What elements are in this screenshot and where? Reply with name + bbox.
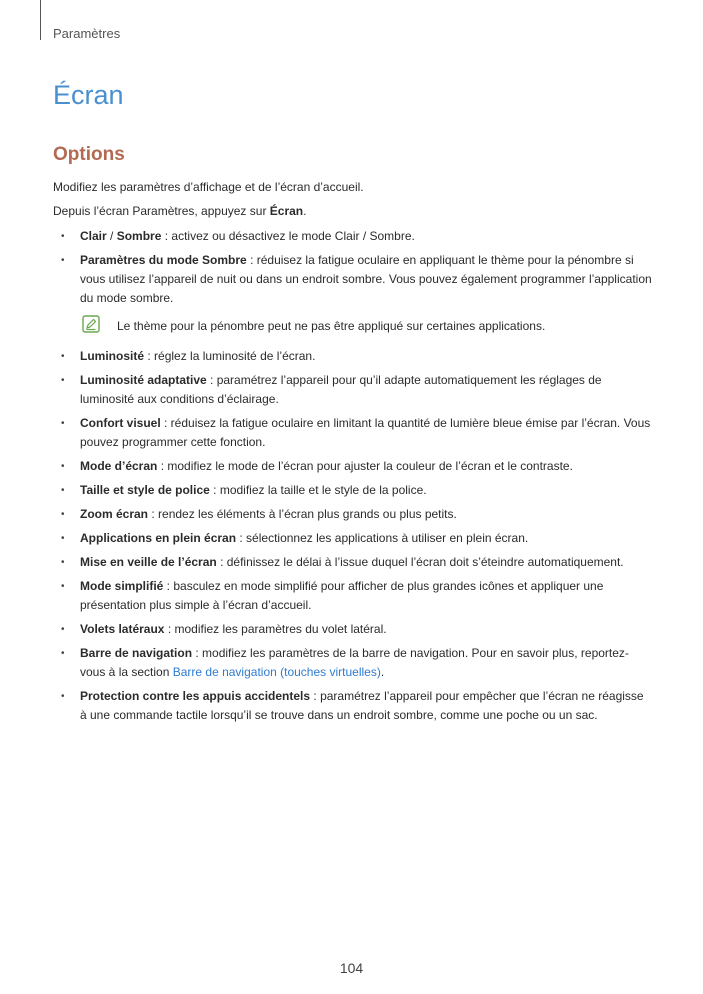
item-text: : modifiez les paramètres du volet latéral.	[164, 622, 387, 636]
options-list-continued	[53, 347, 653, 730]
item-sep: /	[106, 229, 117, 243]
note-block	[53, 313, 653, 343]
note	[53, 317, 653, 335]
page-number: 104	[339, 960, 364, 976]
item-bold: Applications en plein écran	[80, 531, 237, 545]
list-item	[53, 529, 653, 548]
intro-line-1: Modifiez les paramètres d’affichage et de l’écran d’accueil.	[53, 180, 364, 194]
item-text: : paramétrez l’appareil pour qu’il adapte automatiquement les réglages de luminosité aux conditions d’éclairage.	[80, 373, 602, 406]
item-text: : réglez la luminosité de l’écran.	[144, 349, 316, 363]
item-text: : réduisez la fatigue oculaire en limitant la quantité de lumière bleue émise par l’écran. Vous pouvez programmer cette fonction.	[80, 416, 651, 449]
note-pencil-icon	[82, 315, 100, 333]
item-text: : basculez en mode simplifié pour afficher de plus grandes icônes et appliquer une présentation plus simple à l’écran d’accueil.	[80, 579, 604, 612]
item-text: : paramétrez l’appareil pour empêcher que l’écran ne réagisse à une commande tactile lorsqu’il se trouve dans un endroit sombre, comme une poche ou un sac.	[80, 689, 644, 722]
item-text: : définissez le délai à l’issue duquel l’écran doit s’éteindre automatiquement.	[216, 555, 624, 569]
item-bold: Zoom écran	[80, 507, 149, 521]
item-text-after: .	[380, 665, 385, 679]
item-text: : modifiez les paramètres de la barre de navigation. Pour en savoir plus, reportez-vous à la section	[80, 646, 629, 679]
item-bold: Taille et style de police	[80, 483, 210, 497]
list-item	[53, 644, 653, 682]
item-bold: Mise en veille de l’écran	[80, 555, 217, 569]
list-item	[53, 227, 653, 246]
list-item	[53, 620, 653, 639]
item-text: : activez ou désactivez le mode Clair / Sombre.	[161, 229, 415, 243]
list-item	[53, 505, 653, 524]
list-item	[53, 481, 653, 500]
item-text: : rendez les éléments à l’écran plus grands ou plus petits.	[148, 507, 457, 521]
intro-line-2-prefix: Depuis l’écran Paramètres, appuyez sur	[53, 204, 270, 218]
list-item	[53, 347, 653, 366]
page-title: Écran	[53, 80, 124, 110]
item-bold: Paramètres du mode Sombre	[80, 253, 247, 267]
list-item	[53, 553, 653, 572]
item-bold: Mode d’écran	[80, 459, 158, 473]
intro-line-2-suffix: .	[303, 204, 307, 218]
item-text: : modifiez la taille et le style de la police.	[209, 483, 427, 497]
intro-line-2	[53, 203, 306, 219]
item-bold: Barre de navigation	[80, 646, 193, 660]
list-item	[53, 414, 653, 452]
navigation-bar-link[interactable]: Barre de navigation (touches virtuelles)	[172, 665, 381, 679]
list-item	[53, 687, 653, 725]
running-head: Paramètres	[53, 26, 121, 41]
item-bold: Confort visuel	[80, 416, 161, 430]
options-list	[53, 227, 653, 313]
list-item	[53, 371, 653, 409]
item-text: : modifiez le mode de l’écran pour ajuster la couleur de l’écran et le contraste.	[157, 459, 573, 473]
item-bold-2: Sombre	[116, 229, 162, 243]
item-text: : sélectionnez les applications à utiliser en plein écran.	[236, 531, 529, 545]
item-bold: Mode simplifié	[80, 579, 164, 593]
note-text: Le thème pour la pénombre peut ne pas être appliqué sur certaines applications.	[117, 319, 546, 333]
list-item	[53, 457, 653, 476]
intro-line-2-bold: Écran	[269, 204, 304, 218]
item-bold: Clair	[80, 229, 107, 243]
item-text: : réduisez la fatigue oculaire en appliquant le thème pour la pénombre si vous utilisez l’appareil de nuit ou dans un endroit sombre. Vous pouvez également programmer l’application du mode sombre.	[80, 253, 652, 305]
item-bold: Volets latéraux	[80, 622, 165, 636]
section-title: Options	[53, 144, 125, 165]
item-bold: Luminosité	[80, 349, 145, 363]
list-item	[53, 577, 653, 615]
item-bold: Protection contre les appuis accidentels	[80, 689, 311, 703]
list-item	[53, 251, 653, 308]
header-rule	[40, 0, 41, 40]
item-bold: Luminosité adaptative	[80, 373, 207, 387]
